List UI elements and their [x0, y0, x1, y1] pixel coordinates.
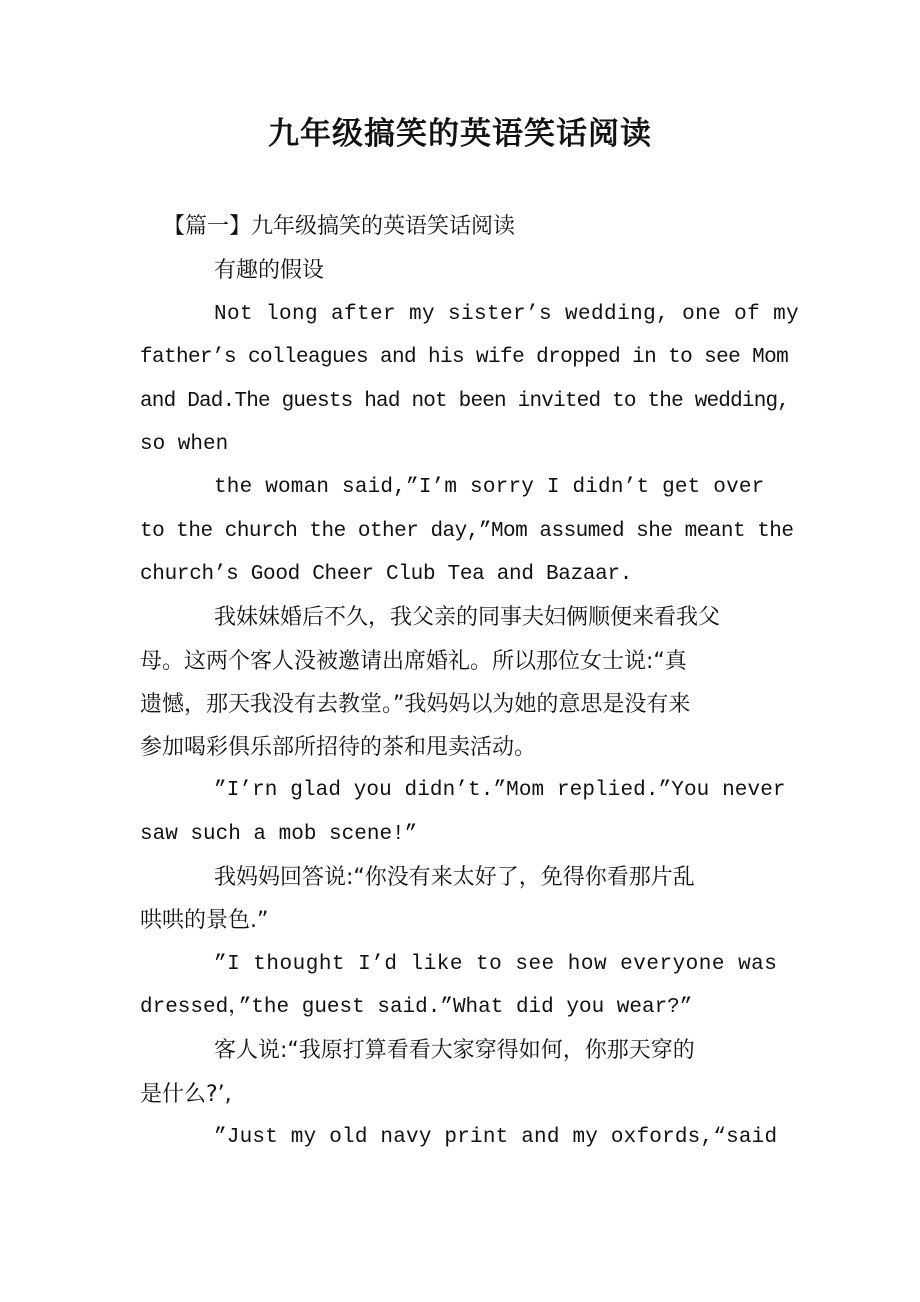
paragraph-line-2: father’s colleagues and his wife dropped in to see Mom — [140, 346, 789, 369]
paragraph-line-16: ”I thought I’d like to see how everyone was — [214, 953, 778, 976]
paragraph-line-10: 遗憾，那天我没有去教堂。”我妈妈以为她的意思是没有来 — [140, 692, 691, 717]
paragraph-line-15: 哄哄的景色.” — [140, 908, 269, 933]
paragraph-line-12: ”I’rn glad you didn’t.”Mom replied.”You never — [214, 779, 786, 802]
document-title: 九年级搞笑的英语笑话阅读 — [268, 116, 652, 152]
section-heading: 【篇一】九年级搞笑的英语笑话阅读 — [163, 214, 516, 239]
paragraph-line-6: to the church the other day,”Mom assumed she meant the — [140, 520, 794, 543]
paragraph-line-7: church’s Good Cheer Club Tea and Bazaar. — [140, 563, 633, 586]
story-title: 有趣的假设 — [214, 258, 325, 283]
paragraph-line-1: Not long after my sister’s wedding, one of my — [214, 303, 800, 326]
paragraph-line-13: saw such a mob scene!” — [140, 823, 418, 846]
paragraph-line-3: and Dad.The guests had not been invited to the wedding, — [140, 390, 790, 413]
paragraph-line-18: 客人说:“我原打算看看大家穿得如何，你那天穿的 — [214, 1038, 695, 1063]
paragraph-line-20: ”Just my old navy print and my oxfords,“said — [214, 1126, 778, 1149]
paragraph-line-4: so when — [140, 433, 229, 456]
paragraph-line-11: 参加喝彩俱乐部所招待的茶和甩卖活动。 — [140, 735, 537, 760]
paragraph-line-8: 我妹妹婚后不久，我父亲的同事夫妇俩顺便来看我父 — [214, 605, 721, 630]
paragraph-line-19: 是什么?’, — [140, 1082, 232, 1107]
paragraph-line-14: 我妈妈回答说:“你没有来太好了，免得你看那片乱 — [214, 865, 695, 890]
paragraph-line-17: dressed，”the guest said.”What did you wear?” — [140, 996, 693, 1019]
paragraph-line-9: 母。这两个客人没被邀请出席婚礼。所以那位女士说:“真 — [140, 649, 687, 674]
paragraph-line-5: the woman said,”I’m sorry I didn’t get over — [214, 476, 765, 499]
